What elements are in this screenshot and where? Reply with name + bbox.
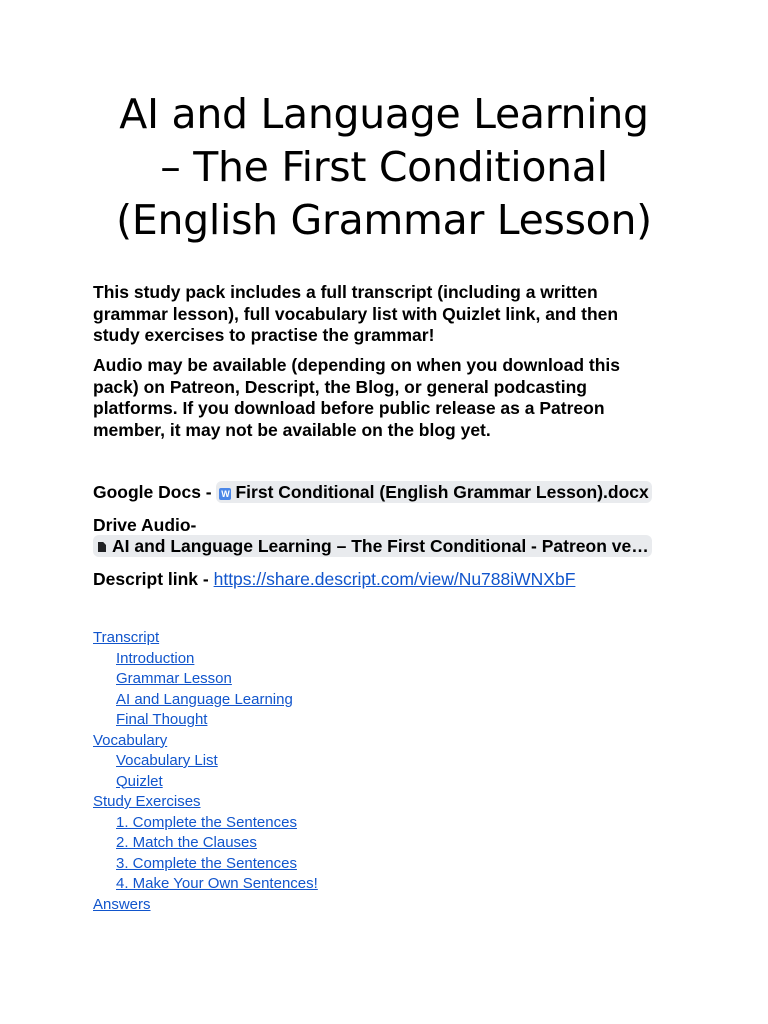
title-line-1: AI and Language Learning — [119, 90, 649, 138]
google-docs-row — [93, 481, 652, 503]
toc-link-ai-language-learning[interactable]: AI and Language Learning — [116, 690, 293, 708]
google-docs-label: Google Docs - — [93, 482, 217, 502]
document-title — [80, 88, 688, 247]
descript-link[interactable]: https://share.descript.com/view/Nu788iWNXbF — [213, 569, 576, 589]
intro-line: grammar lesson), full vocabulary list with Quizlet link, and then — [93, 303, 619, 324]
title-line-3: (English Grammar Lesson) — [116, 196, 652, 244]
toc-link-answers[interactable]: Answers — [93, 895, 151, 913]
title-line-2: – The First Conditional — [160, 143, 608, 191]
drive-audio-file-name: AI and Language Learning – The First Conditional - Patreon ve… — [112, 536, 649, 556]
toc-link-transcript[interactable]: Transcript — [93, 629, 160, 646]
toc-link-exercise-2[interactable]: 2. Match the Clauses — [116, 834, 257, 851]
intro-line: Audio may be available (depending on when you download this — [93, 355, 620, 375]
file-icon — [98, 542, 106, 552]
toc-link-exercise-1[interactable]: 1. Complete the Sentences — [116, 813, 297, 831]
intro-paragraph-study-pack — [93, 282, 693, 347]
toc-link-vocabulary-list[interactable]: Vocabulary List — [116, 752, 218, 769]
toc-link-introduction[interactable]: Introduction — [116, 649, 195, 667]
intro-line: member, it may not be available on the blog yet. — [93, 419, 491, 440]
descript-label: Descript link - — [93, 569, 214, 589]
table-of-contents — [93, 628, 318, 915]
google-docs-file-name: First Conditional (English Grammar Lesson).docx — [235, 482, 649, 502]
toc-link-exercise-4[interactable]: 4. Make Your Own Sentences! — [116, 875, 318, 892]
toc-link-vocabulary[interactable]: Vocabulary — [93, 731, 168, 749]
google-docs-file-chip[interactable] — [216, 481, 651, 503]
toc-link-study-exercises[interactable]: Study Exercises — [93, 793, 201, 810]
intro-paragraph-audio — [93, 355, 693, 441]
toc-link-exercise-3[interactable]: 3. Complete the Sentences — [116, 854, 297, 872]
intro-line: study exercises to practise the grammar! — [93, 325, 435, 345]
intro-line: platforms. If you download before public release as a Patreon — [93, 398, 605, 418]
intro-line: pack) on Patreon, Descript, the Blog, or general podcasting — [93, 376, 587, 397]
drive-audio-row — [93, 535, 652, 557]
word-doc-icon: W — [221, 489, 230, 499]
descript-row — [93, 568, 575, 590]
intro-line: This study pack includes a full transcript (including a written — [93, 282, 598, 302]
toc-link-grammar-lesson[interactable]: Grammar Lesson — [116, 670, 232, 687]
drive-audio-label: Drive Audio- — [93, 515, 197, 535]
drive-audio-file-chip[interactable] — [93, 535, 652, 557]
toc-link-quizlet[interactable]: Quizlet — [116, 772, 163, 790]
toc-link-final-thought[interactable]: Final Thought — [116, 711, 208, 728]
